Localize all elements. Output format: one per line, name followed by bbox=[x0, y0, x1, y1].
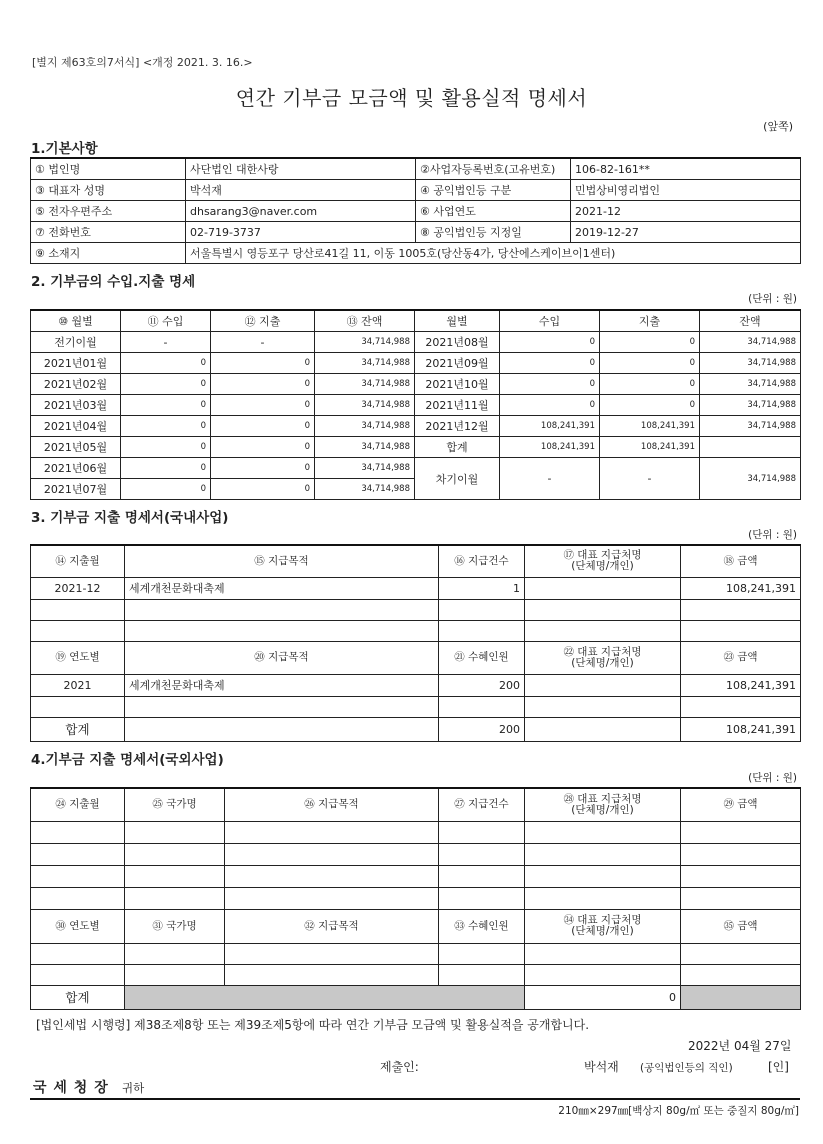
table-cell: 세계개천문화대축제 bbox=[125, 674, 439, 696]
balance-cell: 34,714,988 bbox=[700, 332, 801, 353]
empty-cell bbox=[31, 887, 125, 909]
empty-cell bbox=[125, 843, 225, 865]
page-title: 연간 기부금 모금액 및 활용실적 명세서 bbox=[235, 86, 588, 110]
address-row bbox=[31, 243, 801, 264]
income-cell: 108,241,391 bbox=[500, 416, 600, 437]
shaded-cell bbox=[125, 985, 525, 1009]
field-value: 2019-12-27 bbox=[571, 222, 801, 243]
expense-cell: 0 bbox=[211, 395, 315, 416]
column-header: ⑪ 수입 bbox=[121, 310, 211, 332]
empty-cell bbox=[439, 696, 525, 717]
empty-cell bbox=[525, 964, 681, 985]
empty-cell bbox=[225, 865, 439, 887]
empty-cell bbox=[439, 599, 525, 620]
table-row bbox=[31, 353, 801, 374]
empty-cell bbox=[525, 943, 681, 964]
empty-cell bbox=[31, 964, 125, 985]
empty-row bbox=[31, 599, 801, 620]
empty-cell bbox=[125, 943, 225, 964]
empty-cell bbox=[439, 620, 525, 641]
empty-cell bbox=[125, 887, 225, 909]
column-header: ⑰ 대표 지급처명 (단체명/개인) bbox=[525, 545, 681, 577]
column-header: ㉞ 대표 지급처명 (단체명/개인) bbox=[525, 909, 681, 943]
empty-cell bbox=[125, 964, 225, 985]
header-row bbox=[31, 310, 801, 332]
law-statement: [법인세법 시행령] 제38조제8항 또는 제39조제5항에 따라 연간 기부금 모금액 및 활용실적을 공개합니다. bbox=[36, 1018, 590, 1032]
table-row bbox=[31, 158, 801, 180]
month-cell: 2021년10월 bbox=[415, 374, 500, 395]
column-header: 잔액 bbox=[700, 310, 801, 332]
balance-cell: 34,714,988 bbox=[315, 416, 415, 437]
column-header: ㉕ 국가명 bbox=[125, 788, 225, 821]
expense-cell: 0 bbox=[600, 332, 700, 353]
carry-label: 차기이월 bbox=[415, 458, 500, 500]
column-header: ㉑ 수혜인원 bbox=[439, 641, 525, 674]
field-value: 2021-12 bbox=[571, 201, 801, 222]
column-header: ㉝ 수혜인원 bbox=[439, 909, 525, 943]
unit-label: (단위 : 원) bbox=[748, 772, 797, 784]
month-cell: 2021년01월 bbox=[31, 353, 121, 374]
empty-cell bbox=[681, 620, 801, 641]
column-header: ⑫ 지출 bbox=[211, 310, 315, 332]
income-cell: - bbox=[121, 332, 211, 353]
field-value: dhsarang3@naver.com bbox=[186, 201, 416, 222]
month-cell: 2021년04월 bbox=[31, 416, 121, 437]
total-label: 합계 bbox=[31, 985, 125, 1009]
expense-cell: 0 bbox=[211, 353, 315, 374]
balance-cell bbox=[700, 437, 801, 458]
empty-cell bbox=[681, 843, 801, 865]
empty-row bbox=[31, 821, 801, 843]
table-row bbox=[31, 458, 801, 479]
balance-cell: 34,714,988 bbox=[700, 416, 801, 437]
income-cell: 0 bbox=[121, 458, 211, 479]
empty-cell bbox=[125, 599, 439, 620]
header-row bbox=[31, 788, 801, 821]
expense-cell: 0 bbox=[600, 374, 700, 395]
honorific: 귀하 bbox=[122, 1081, 145, 1095]
balance-cell: 34,714,988 bbox=[315, 332, 415, 353]
paper-spec: 210㎜×297㎜[백상지 80g/㎡ 또는 중질지 80g/㎡] bbox=[558, 1105, 799, 1117]
submitter-role: (공익법인등의 직인) bbox=[640, 1062, 733, 1074]
empty-row bbox=[31, 620, 801, 641]
address-value: 서울특별시 영등포구 당산로41길 11, 이동 1005호(당산동4가, 당산에스케이브이1센터) bbox=[186, 243, 801, 264]
expense-cell: 108,241,391 bbox=[600, 416, 700, 437]
balance-cell: 34,714,988 bbox=[315, 374, 415, 395]
column-header: 수입 bbox=[500, 310, 600, 332]
expense-cell: 108,241,391 bbox=[600, 437, 700, 458]
table-cell bbox=[525, 577, 681, 599]
empty-cell bbox=[681, 865, 801, 887]
table-cell: 2021-12 bbox=[31, 577, 125, 599]
column-header: ㉒ 대표 지급처명 (단체명/개인) bbox=[525, 641, 681, 674]
column-header: ⑭ 지출월 bbox=[31, 545, 125, 577]
balance-cell: 34,714,988 bbox=[315, 479, 415, 500]
column-header: ㉖ 지급목적 bbox=[225, 788, 439, 821]
table-cell: 108,241,391 bbox=[681, 577, 801, 599]
section4-heading: 4.기부금 지출 명세서(국외사업) bbox=[31, 752, 224, 768]
column-header: ⑬ 잔액 bbox=[315, 310, 415, 332]
column-header: ⑱ 금액 bbox=[681, 545, 801, 577]
empty-cell bbox=[439, 887, 525, 909]
empty-cell bbox=[525, 865, 681, 887]
column-header: ㉗ 지급건수 bbox=[439, 788, 525, 821]
empty-cell bbox=[681, 696, 801, 717]
empty-cell bbox=[525, 696, 681, 717]
column-header: 지출 bbox=[600, 310, 700, 332]
table-row bbox=[31, 395, 801, 416]
empty-cell bbox=[525, 620, 681, 641]
unit-label: (단위 : 원) bbox=[748, 293, 797, 305]
field-value: 106-82-161** bbox=[571, 158, 801, 180]
basic-info-table bbox=[30, 157, 801, 264]
empty-cell bbox=[681, 821, 801, 843]
table-row bbox=[31, 180, 801, 201]
domestic-expense-table bbox=[30, 544, 801, 742]
form-id: [별지 제63호의7서식] <개정 2021. 3. 16.> bbox=[32, 56, 253, 69]
field-label: ⑧ 공익법인등 지정일 bbox=[416, 222, 571, 243]
total-row bbox=[31, 717, 801, 741]
bottom-rule bbox=[30, 1098, 800, 1100]
field-label: ⑦ 전화번호 bbox=[31, 222, 186, 243]
empty-cell bbox=[439, 821, 525, 843]
unit-label: (단위 : 원) bbox=[748, 529, 797, 541]
empty-cell bbox=[125, 821, 225, 843]
column-header: ㉛ 국가명 bbox=[125, 909, 225, 943]
month-cell: 2021년03월 bbox=[31, 395, 121, 416]
month-cell: 2021년11월 bbox=[415, 395, 500, 416]
income-cell: 108,241,391 bbox=[500, 437, 600, 458]
column-header: ⑲ 연도별 bbox=[31, 641, 125, 674]
balance-cell: 34,714,988 bbox=[700, 374, 801, 395]
table-row bbox=[31, 374, 801, 395]
column-header: ㉟ 금액 bbox=[681, 909, 801, 943]
column-header: ⑳ 지급목적 bbox=[125, 641, 439, 674]
income-cell: 0 bbox=[500, 374, 600, 395]
month-cell: 2021년06월 bbox=[31, 458, 121, 479]
column-header: ㉘ 대표 지급처명 (단체명/개인) bbox=[525, 788, 681, 821]
empty-cell bbox=[125, 696, 439, 717]
expense-cell: 0 bbox=[211, 416, 315, 437]
table-row bbox=[31, 437, 801, 458]
empty-cell bbox=[31, 865, 125, 887]
month-cell: 전기이월 bbox=[31, 332, 121, 353]
empty-cell bbox=[31, 599, 125, 620]
table-cell: 1 bbox=[439, 577, 525, 599]
month-cell: 2021년12월 bbox=[415, 416, 500, 437]
field-value: 사단법인 대한사랑 bbox=[186, 158, 416, 180]
expense-cell: 0 bbox=[211, 479, 315, 500]
month-cell: 2021년07월 bbox=[31, 479, 121, 500]
empty-cell bbox=[439, 964, 525, 985]
expense-cell: 0 bbox=[211, 437, 315, 458]
empty-cell bbox=[681, 943, 801, 964]
empty-cell bbox=[525, 843, 681, 865]
income-cell: 0 bbox=[500, 353, 600, 374]
income-cell: 0 bbox=[121, 374, 211, 395]
income-cell: 0 bbox=[121, 416, 211, 437]
total-label: 합계 bbox=[31, 717, 125, 741]
carry-expense: - bbox=[600, 458, 700, 500]
empty-row bbox=[31, 943, 801, 964]
field-label: ⑥ 사업연도 bbox=[416, 201, 571, 222]
column-header: ⑩ 월별 bbox=[31, 310, 121, 332]
empty-cell bbox=[525, 717, 681, 741]
empty-row bbox=[31, 964, 801, 985]
section2-heading: 2. 기부금의 수입.지출 명세 bbox=[31, 274, 196, 290]
total-count: 0 bbox=[525, 985, 681, 1009]
table-cell bbox=[525, 674, 681, 696]
empty-cell bbox=[31, 620, 125, 641]
empty-cell bbox=[125, 717, 439, 741]
total-count: 200 bbox=[439, 717, 525, 741]
empty-cell bbox=[125, 865, 225, 887]
empty-cell bbox=[439, 943, 525, 964]
month-cell: 합계 bbox=[415, 437, 500, 458]
empty-cell bbox=[31, 943, 125, 964]
empty-cell bbox=[525, 887, 681, 909]
empty-row bbox=[31, 843, 801, 865]
table-row bbox=[31, 674, 801, 696]
page-side-label: (앞쪽) bbox=[763, 120, 793, 133]
income-cell: 0 bbox=[121, 437, 211, 458]
empty-cell bbox=[525, 599, 681, 620]
section1-heading: 1.기본사항 bbox=[31, 141, 98, 157]
recipient: 국 세 청 장 bbox=[33, 1080, 109, 1096]
month-cell: 2021년09월 bbox=[415, 353, 500, 374]
carry-balance: 34,714,988 bbox=[700, 458, 801, 500]
column-header: 월별 bbox=[415, 310, 500, 332]
carry-income: - bbox=[500, 458, 600, 500]
empty-cell bbox=[225, 843, 439, 865]
month-cell: 2021년05월 bbox=[31, 437, 121, 458]
empty-cell bbox=[225, 821, 439, 843]
table-row bbox=[31, 416, 801, 437]
income-cell: 0 bbox=[121, 395, 211, 416]
field-label: ③ 대표자 성명 bbox=[31, 180, 186, 201]
column-header: ㉙ 금액 bbox=[681, 788, 801, 821]
submitter-label: 제출인: bbox=[380, 1060, 419, 1074]
column-header: ㉜ 지급목적 bbox=[225, 909, 439, 943]
income-cell: 0 bbox=[500, 395, 600, 416]
empty-cell bbox=[439, 843, 525, 865]
section3-heading: 3. 기부금 지출 명세서(국내사업) bbox=[31, 510, 229, 526]
balance-cell: 34,714,988 bbox=[315, 437, 415, 458]
header-row bbox=[31, 641, 801, 674]
income-cell: 0 bbox=[121, 353, 211, 374]
header-row bbox=[31, 909, 801, 943]
empty-cell bbox=[525, 821, 681, 843]
field-label: ⑨ 소재지 bbox=[31, 243, 186, 264]
expense-cell: 0 bbox=[211, 374, 315, 395]
submission-date: 2022년 04월 27일 bbox=[688, 1039, 792, 1053]
month-cell: 2021년02월 bbox=[31, 374, 121, 395]
empty-cell bbox=[31, 696, 125, 717]
income-cell: 0 bbox=[500, 332, 600, 353]
total-amount: 108,241,391 bbox=[681, 717, 801, 741]
empty-cell bbox=[681, 887, 801, 909]
empty-cell bbox=[681, 599, 801, 620]
empty-cell bbox=[31, 843, 125, 865]
empty-row bbox=[31, 696, 801, 717]
empty-row bbox=[31, 887, 801, 909]
shaded-cell bbox=[681, 985, 801, 1009]
table-cell: 2021 bbox=[31, 674, 125, 696]
column-header: ⑯ 지급건수 bbox=[439, 545, 525, 577]
column-header: ㉔ 지출월 bbox=[31, 788, 125, 821]
table-row bbox=[31, 201, 801, 222]
empty-cell bbox=[31, 821, 125, 843]
month-cell: 2021년08월 bbox=[415, 332, 500, 353]
overseas-expense-table bbox=[30, 787, 801, 1010]
table-row bbox=[31, 332, 801, 353]
table-row bbox=[31, 222, 801, 243]
field-value: 02-719-3737 bbox=[186, 222, 416, 243]
balance-cell: 34,714,988 bbox=[315, 458, 415, 479]
balance-cell: 34,714,988 bbox=[315, 395, 415, 416]
income-cell: 0 bbox=[121, 479, 211, 500]
column-header: ㉚ 연도별 bbox=[31, 909, 125, 943]
empty-cell bbox=[439, 865, 525, 887]
table-cell: 200 bbox=[439, 674, 525, 696]
empty-cell bbox=[125, 620, 439, 641]
table-cell: 세계개천문화대축제 bbox=[125, 577, 439, 599]
expense-cell: 0 bbox=[600, 353, 700, 374]
field-label: ⑤ 전자우편주소 bbox=[31, 201, 186, 222]
field-label: ②사업자등록번호(고유번호) bbox=[416, 158, 571, 180]
balance-cell: 34,714,988 bbox=[700, 353, 801, 374]
seal-mark: [인] bbox=[768, 1060, 789, 1074]
field-label: ① 법인명 bbox=[31, 158, 186, 180]
column-header: ㉓ 금액 bbox=[681, 641, 801, 674]
expense-cell: - bbox=[211, 332, 315, 353]
field-label: ④ 공익법인등 구분 bbox=[416, 180, 571, 201]
balance-cell: 34,714,988 bbox=[315, 353, 415, 374]
empty-cell bbox=[225, 943, 439, 964]
expense-cell: 0 bbox=[211, 458, 315, 479]
total-row bbox=[31, 985, 801, 1009]
table-cell: 108,241,391 bbox=[681, 674, 801, 696]
empty-cell bbox=[225, 887, 439, 909]
empty-cell bbox=[681, 964, 801, 985]
submitter-name: 박석재 bbox=[584, 1060, 619, 1074]
income-expense-table bbox=[30, 309, 801, 500]
table-row bbox=[31, 577, 801, 599]
empty-cell bbox=[225, 964, 439, 985]
empty-row bbox=[31, 865, 801, 887]
expense-cell: 0 bbox=[600, 395, 700, 416]
balance-cell: 34,714,988 bbox=[700, 395, 801, 416]
header-row bbox=[31, 545, 801, 577]
field-value: 박석재 bbox=[186, 180, 416, 201]
column-header: ⑮ 지급목적 bbox=[125, 545, 439, 577]
field-value: 민법상비영리법인 bbox=[571, 180, 801, 201]
